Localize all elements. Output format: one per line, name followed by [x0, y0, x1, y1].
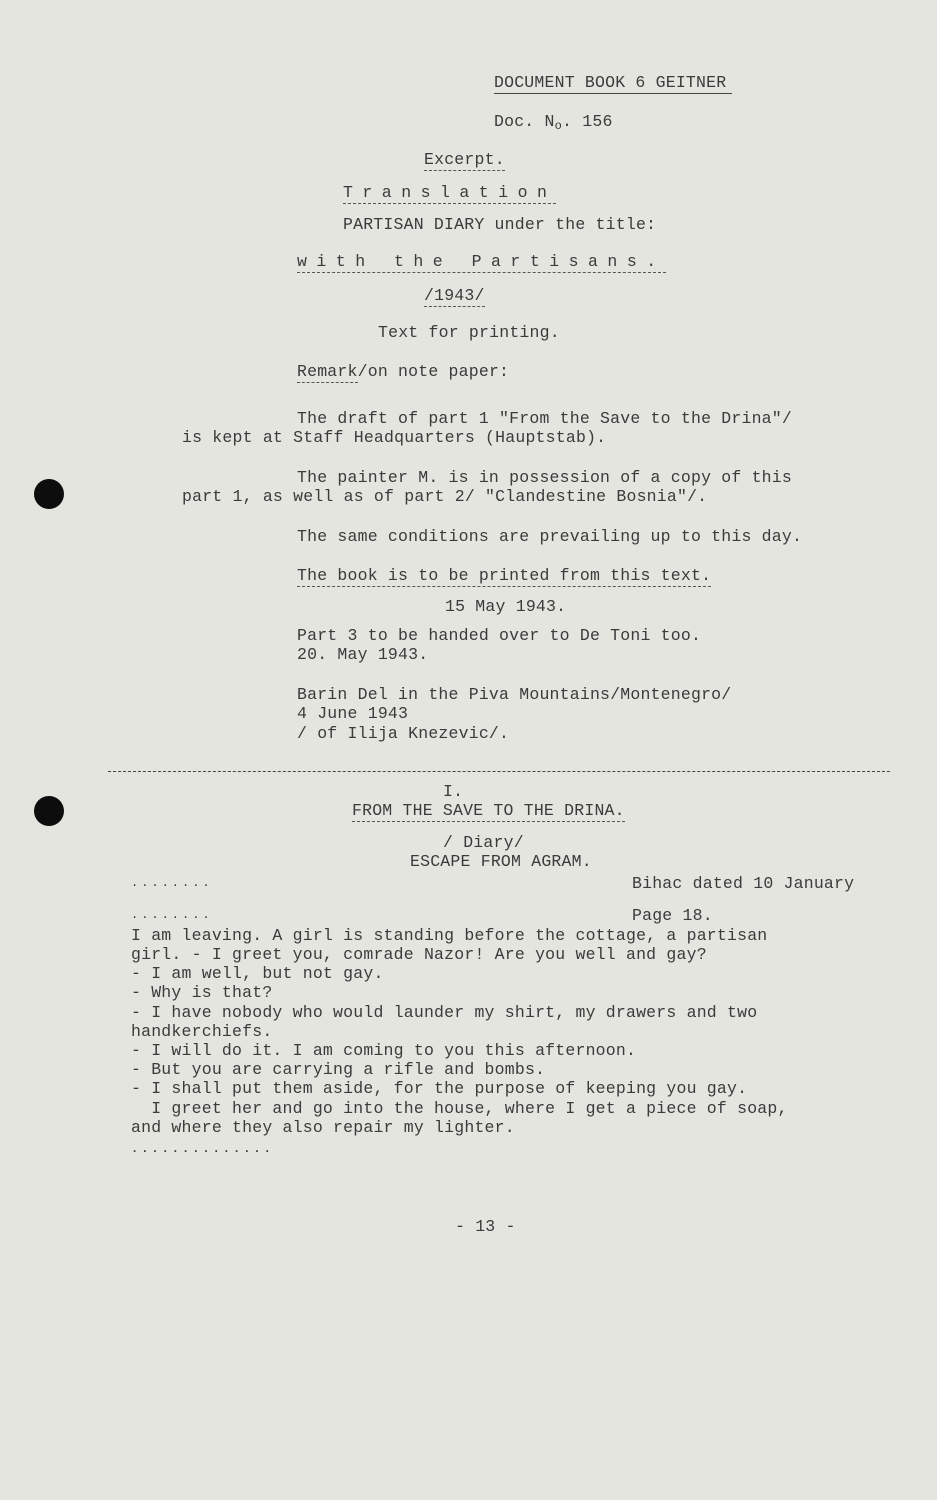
remark-p5-line1: Part 3 to be handed over to De Toni too.	[297, 626, 702, 645]
body-line-8: - But you are carrying a rifle and bombs.	[131, 1060, 546, 1079]
remark-line	[297, 362, 509, 381]
document-book-title: DOCUMENT BOOK 6 GEITNER	[494, 73, 732, 94]
body-line-11: and where they also repair my lighter.	[131, 1118, 515, 1137]
chapter-heading: ESCAPE FROM AGRAM.	[410, 852, 592, 871]
punch-hole-bottom	[34, 796, 64, 826]
doc-number-sub: o	[554, 119, 563, 133]
remark-p2-line2: part 1, as well as of part 2/ "Clandestine Bosnia"/.	[182, 487, 708, 506]
body-line-5: - I have nobody who would launder my shirt, my drawers and two	[131, 1003, 758, 1022]
with-partisans-title: with the Partisans.	[297, 252, 666, 271]
ellipsis-dots-3: ..............	[131, 1142, 274, 1156]
section-divider	[108, 771, 890, 772]
page-reference: Page 18.	[632, 906, 713, 925]
body-line-7: - I will do it. I am coming to you this afternoon.	[131, 1041, 637, 1060]
remark-p1-line1: The draft of part 1 "From the Save to the Drina"/	[297, 409, 792, 428]
year: /1943/	[424, 286, 485, 305]
chapter-number: I.	[443, 782, 464, 801]
ellipsis-dots-1: ........	[131, 876, 213, 890]
remark-p1-line2: is kept at Staff Headquarters (Hauptstab).	[182, 428, 607, 447]
body-line-6: handkerchiefs.	[131, 1022, 273, 1041]
ellipsis-dots-2: ........	[131, 908, 213, 922]
remark-p3: The same conditions are prevailing up to this day.	[297, 527, 803, 546]
excerpt-label: Excerpt.	[424, 150, 505, 169]
body-line-3: - I am well, but not gay.	[131, 964, 384, 983]
body-line-2: girl. - I greet you, comrade Nazor! Are you well and gay?	[131, 945, 707, 964]
diary-title: PARTISAN DIARY under the title:	[343, 215, 657, 234]
punch-hole-top	[34, 479, 64, 509]
doc-number	[494, 112, 613, 136]
body-line-1: I am leaving. A girl is standing before the cottage, a partisan	[131, 926, 768, 945]
remark-date1: 15 May 1943.	[445, 597, 567, 616]
translation-heading: Translation	[343, 183, 557, 202]
page-number: - 13 -	[455, 1217, 516, 1236]
chapter-subtitle: / Diary/	[443, 833, 524, 852]
signature-line2: 4 June 1943	[297, 704, 409, 723]
remark-p2-line1: The painter M. is in possession of a copy of this	[297, 468, 792, 487]
remark-rest: /on note paper:	[357, 362, 510, 381]
text-for-printing: Text for printing.	[378, 323, 560, 342]
dated-line: Bihac dated 10 January	[632, 874, 855, 893]
remark-label: Remark	[297, 362, 358, 381]
chapter-title: FROM THE SAVE TO THE DRINA.	[352, 801, 625, 820]
signature-line1: Barin Del in the Piva Mountains/Montenegro/	[297, 685, 732, 704]
remark-p5-line2: 20. May 1943.	[297, 645, 429, 664]
doc-number-suffix: . 156	[562, 112, 613, 131]
body-line-10: I greet her and go into the house, where I get a piece of soap,	[131, 1099, 788, 1118]
remark-p4: The book is to be printed from this text.	[297, 566, 712, 585]
body-line-4: - Why is that?	[131, 983, 273, 1002]
doc-number-prefix: Doc. N	[494, 112, 555, 131]
body-line-9: - I shall put them aside, for the purpose of keeping you gay.	[131, 1079, 748, 1098]
signature-line3: / of Ilija Knezevic/.	[297, 724, 510, 743]
